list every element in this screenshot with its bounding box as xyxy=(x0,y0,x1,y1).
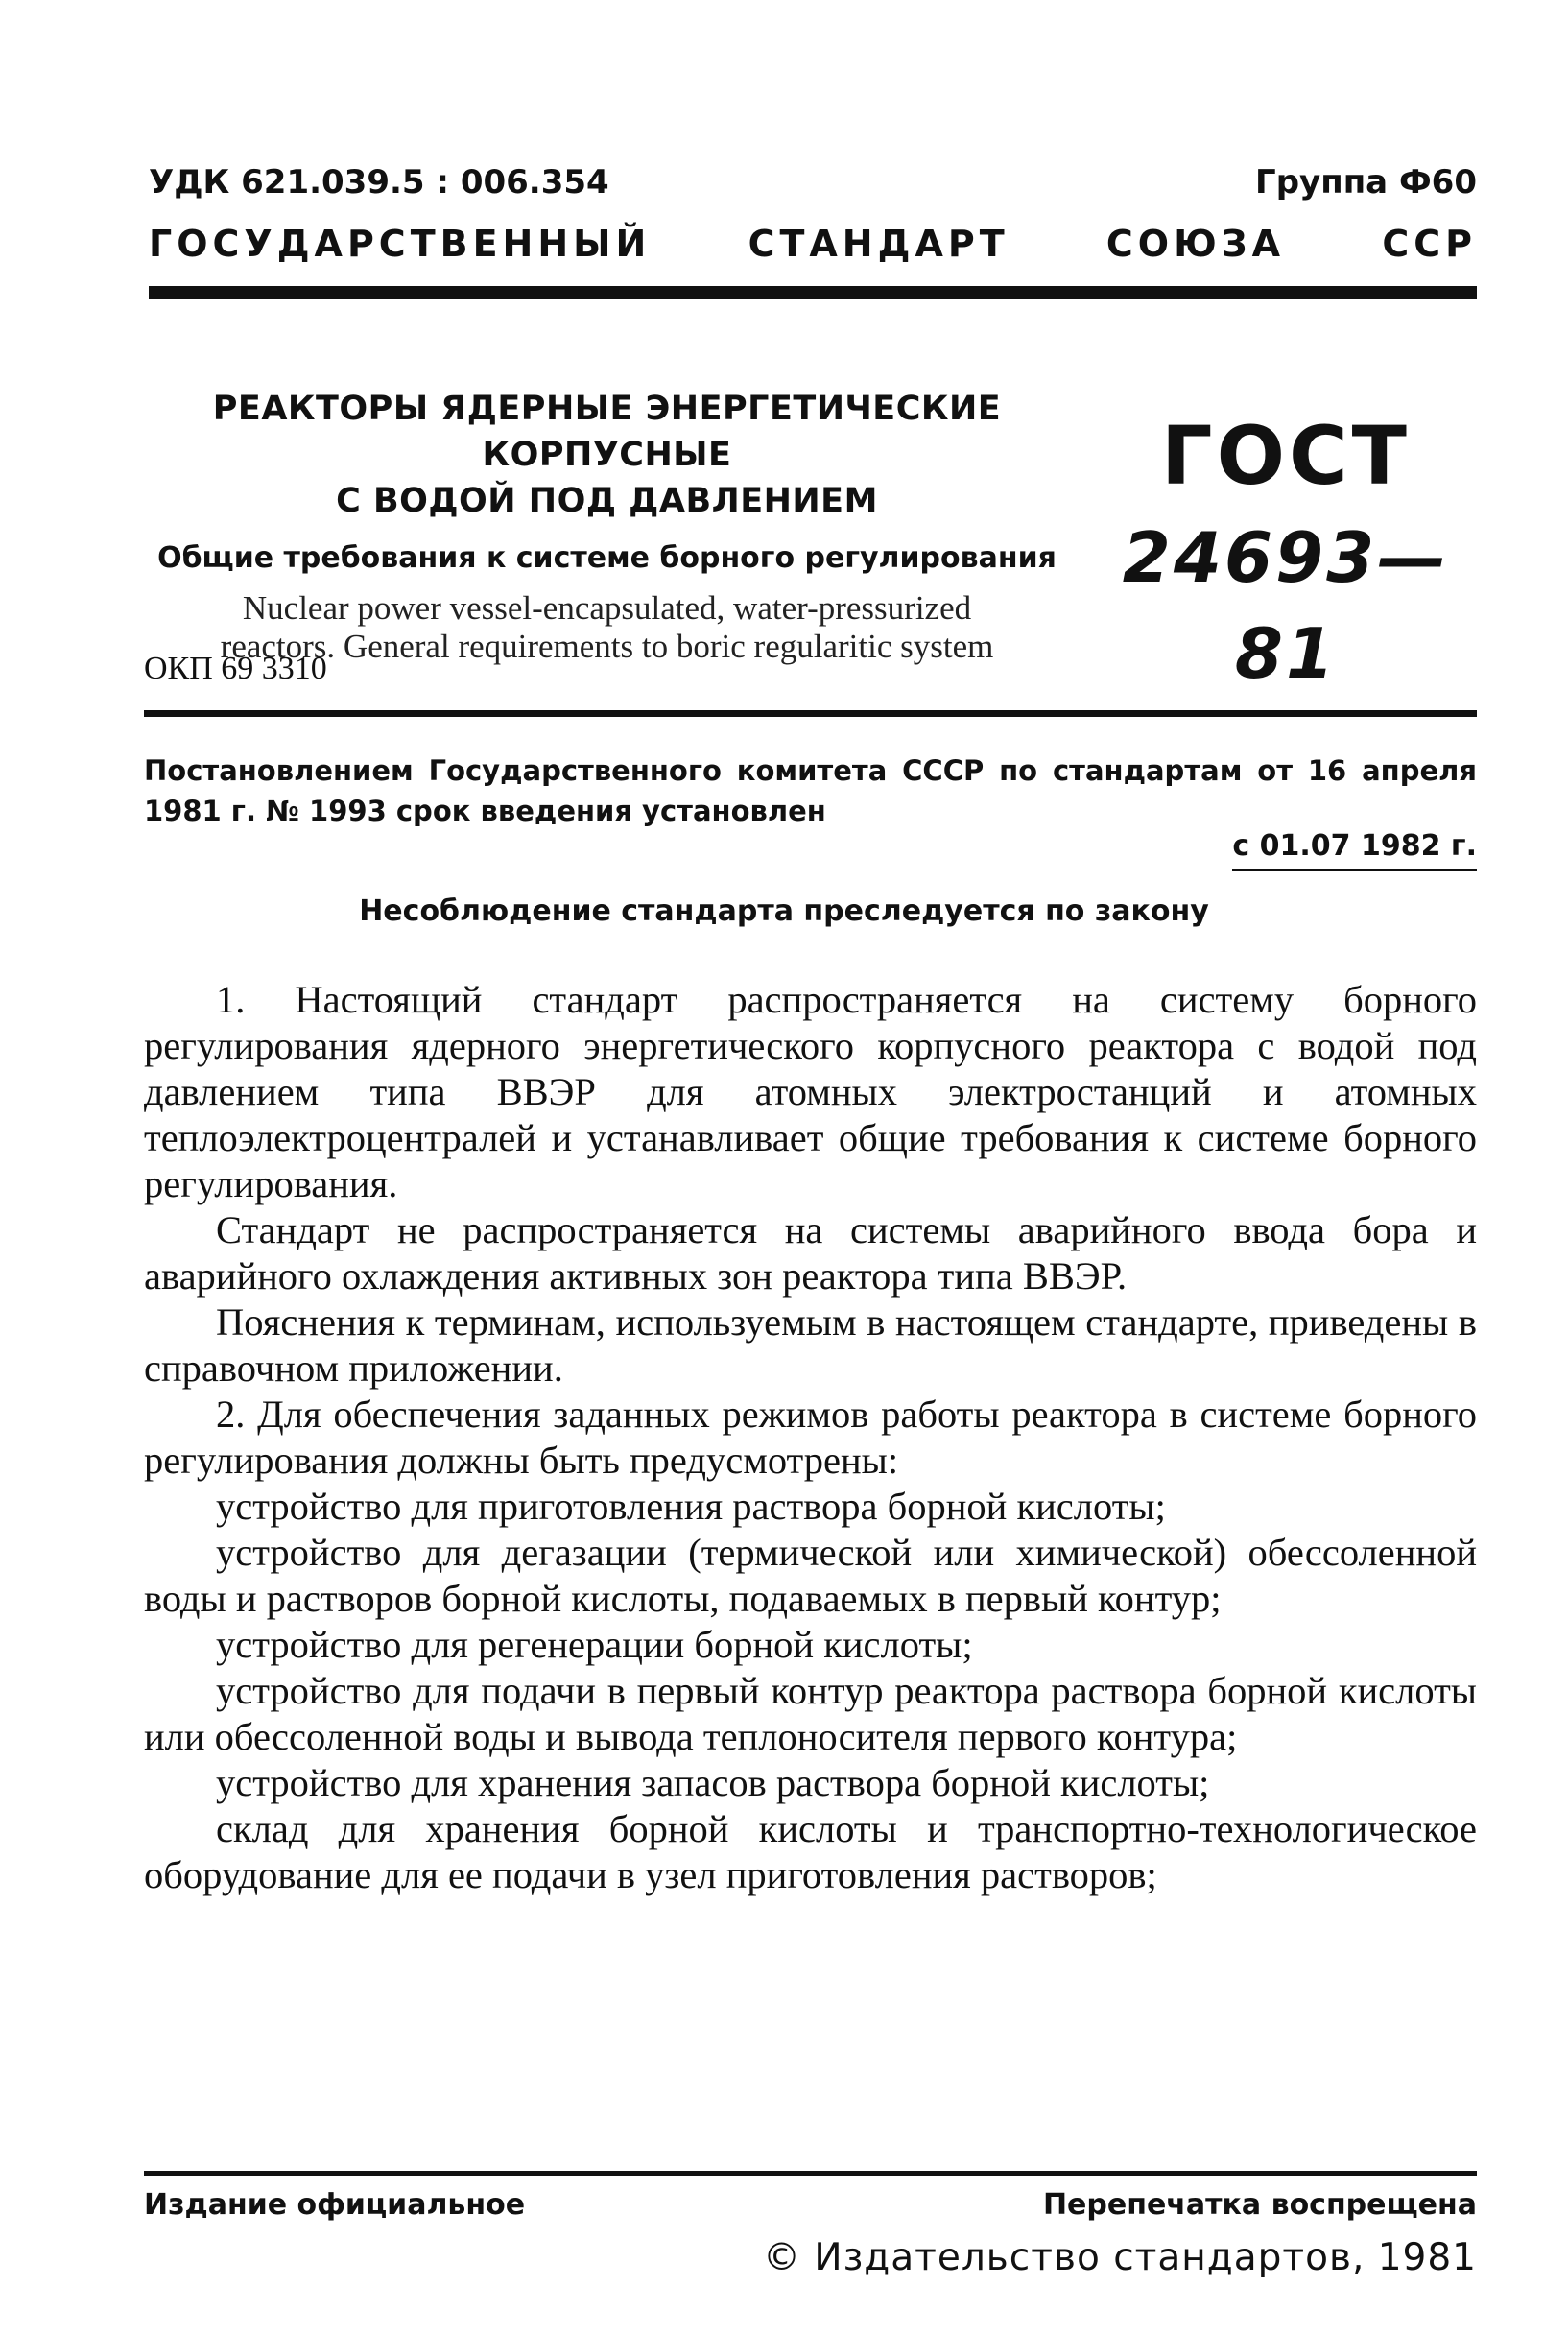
heading-word: СОЮЗА xyxy=(1105,223,1286,265)
heading-word: ГОСУДАРСТВЕННЫЙ xyxy=(149,223,652,265)
noncompliance-notice: Несоблюдение стандарта преследуется по закону xyxy=(359,894,1209,928)
udk-code: УДК 621.039.5 : 006.354 xyxy=(149,163,609,202)
gost-label: ГОСТ xyxy=(1161,409,1411,503)
group-code: Группа Ф60 xyxy=(1255,163,1477,202)
list-item: устройство для хранения запасов раствора борной кислоты; xyxy=(216,1761,1210,1804)
list-item: устройство для подачи в первый контур реактора раствора борной кислоты или обессоленной воды и вывода теплоносителя первого контура; xyxy=(144,1669,1477,1758)
list-item: устройство для дегазации (термической или химической) обессоленной воды и растворов борной кислоты, подаваемых в первый контур; xyxy=(144,1531,1477,1620)
english-title-line-1: Nuclear power vessel-encapsulated, water-pressurized xyxy=(242,589,972,627)
gost-designation xyxy=(1094,408,1478,702)
okp-code: ОКП 69 3310 xyxy=(144,651,327,686)
state-standard-heading xyxy=(149,223,1477,265)
title-line-1: РЕАКТОРЫ ЯДЕРНЫЕ ЭНЕРГЕТИЧЕСКИЕ КОРПУСНЫЕ xyxy=(212,390,1002,474)
paragraph: Пояснения к терминам, используемым в настоящем стандарте, приведены в справочном приложении. xyxy=(144,1300,1477,1390)
paragraph: Стандарт не распространяется на системы аварийного ввода бора и аварийного охлаждения активных зон реактора типа ВВЭР. xyxy=(144,1208,1477,1298)
subtitle: Общие требования к системе борного регулирования xyxy=(157,541,1057,575)
list-item: устройство для приготовления раствора борной кислоты; xyxy=(216,1485,1166,1528)
decree-text: Постановлением Государственного комитета СССР по стандартам от 16 апреля 1981 г. № 1993 срок введения установлен xyxy=(144,754,1477,827)
heading-word: СТАНДАРТ xyxy=(748,223,1010,265)
bottom-rule xyxy=(144,2171,1477,2176)
gost-number: 24693—81 xyxy=(1122,517,1450,694)
english-title-line-2: reactors. General requirements to boric regularitic system xyxy=(220,628,994,665)
official-edition: Издание официальное xyxy=(144,2188,526,2222)
heading-word: ССР xyxy=(1382,223,1477,265)
publisher-copyright: © Издательство стандартов, 1981 xyxy=(763,2236,1477,2279)
paragraph: 1. Настоящий стандарт распространяется на систему борного регулирования ядерного энергетического корпусного реактора с водой под давлением типа ВВЭР для атомных электростанций и атомных теплоэлектроцентралей и устанавливает общие требования к системе борного регулирования. xyxy=(144,978,1477,1205)
reprint-notice: Перепечатка воспрещена xyxy=(1042,2188,1477,2222)
title-line-2: С ВОДОЙ ПОД ДАВЛЕНИЕМ xyxy=(336,482,878,520)
body-text xyxy=(144,977,1477,1898)
effective-date: с 01.07 1982 г. xyxy=(1232,829,1477,871)
list-item: склад для хранения борной кислоты и транспортно-технологическое оборудование для ее подачи в узел приготовления растворов; xyxy=(144,1807,1477,1896)
paragraph: 2. Для обеспечения заданных режимов работы реактора в системе борного регулирования должны быть предусмотрены: xyxy=(144,1393,1477,1482)
list-item: устройство для регенерации борной кислоты; xyxy=(216,1623,973,1666)
top-rule xyxy=(149,286,1477,299)
middle-rule xyxy=(144,710,1477,717)
title-block xyxy=(144,386,1070,666)
